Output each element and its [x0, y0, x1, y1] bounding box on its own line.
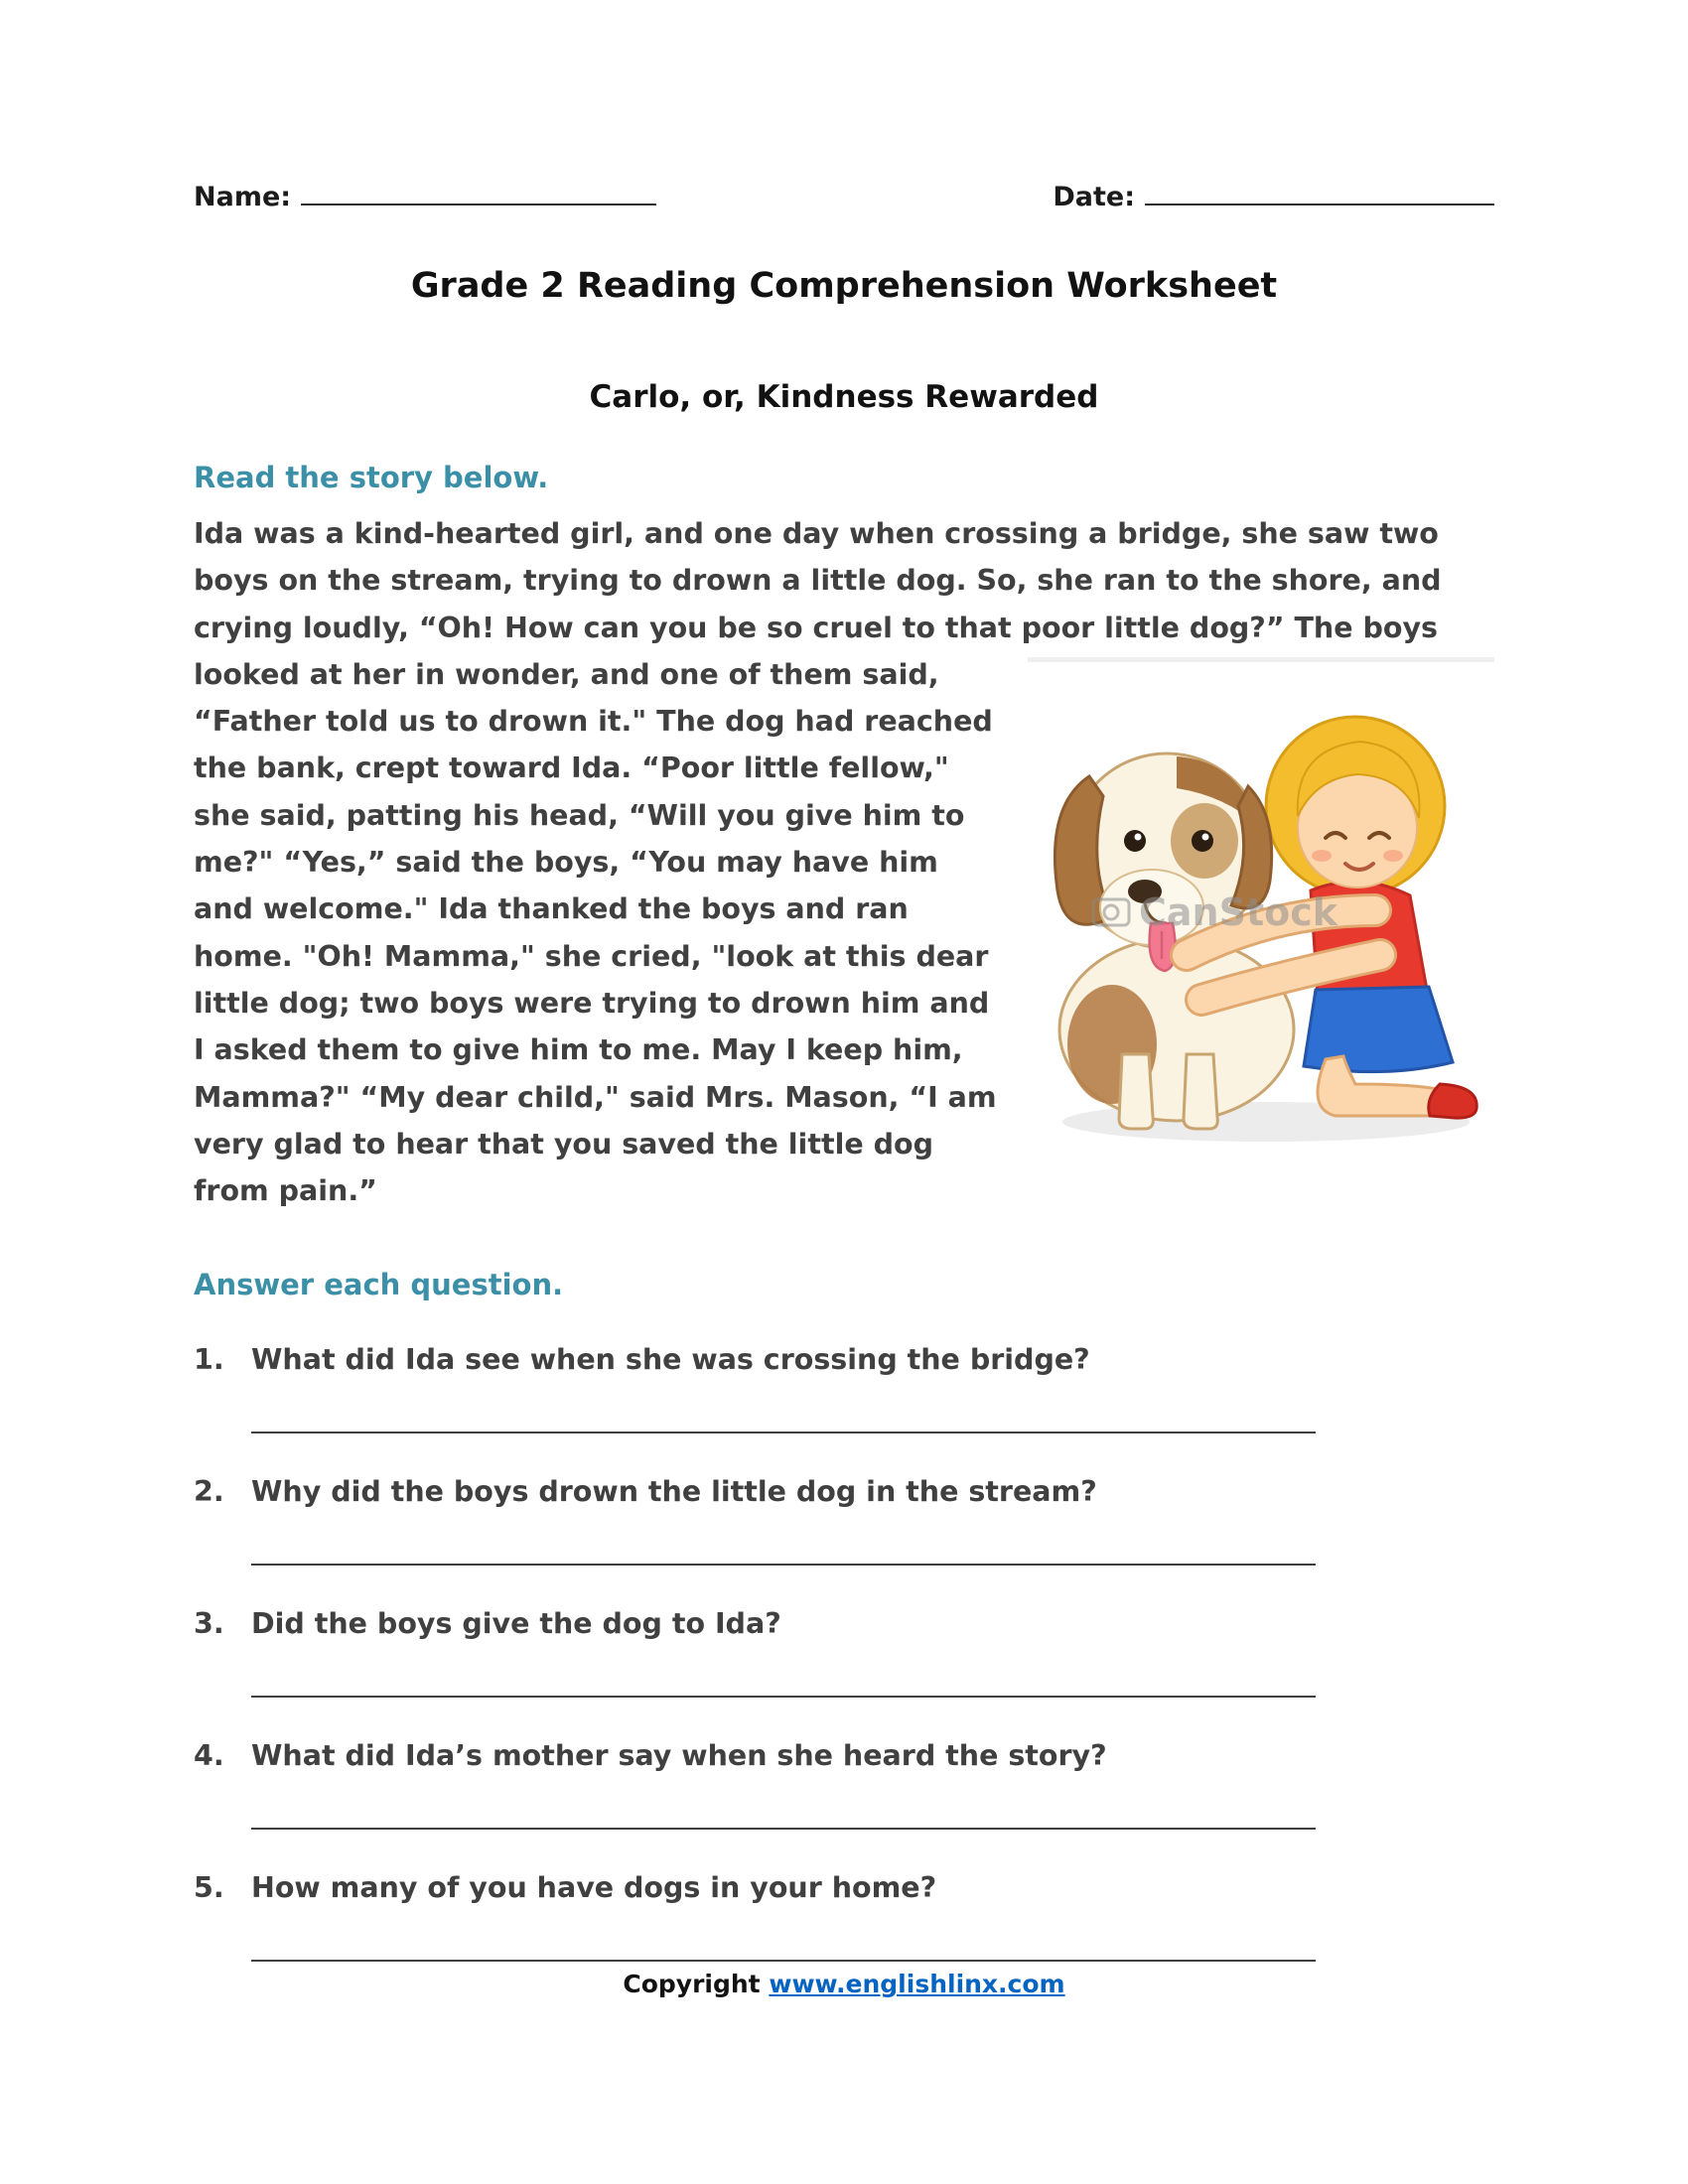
- footer: [194, 1970, 1494, 1998]
- story-block: [194, 510, 1494, 1214]
- question-2: [194, 1475, 1494, 1508]
- date-label: Date:: [1053, 182, 1135, 212]
- question-4-text: What did Ida’s mother say when she heard the story?: [251, 1739, 1107, 1773]
- girl-face: [1298, 742, 1420, 887]
- question-4: [194, 1739, 1494, 1772]
- question-5-text: How many of you have dogs in your home?: [251, 1871, 937, 1905]
- question-1-number: 1.: [194, 1343, 224, 1377]
- answer-line-2: [251, 1564, 1316, 1566]
- question-1-text: What did Ida see when she was crossing the bridge?: [251, 1343, 1090, 1377]
- answer-line-1: [251, 1432, 1316, 1433]
- watermark-text: CanStock: [1139, 889, 1338, 934]
- date-group: [1053, 179, 1494, 212]
- question-1: [194, 1343, 1494, 1376]
- read-story-heading: Read the story below.: [194, 461, 549, 494]
- name-label: Name:: [194, 182, 292, 212]
- name-group: [194, 179, 656, 212]
- question-5: [194, 1871, 1494, 1904]
- question-3-text: Did the boys give the dog to Ida?: [251, 1607, 781, 1641]
- name-blank-line: [301, 179, 656, 205]
- question-2-number: 2.: [194, 1475, 224, 1509]
- page-title: Grade 2 Reading Comprehension Worksheet: [410, 266, 1278, 306]
- story-part1: Ida was a kind-hearted girl, and one day when crossing a bridge, she saw two boys on the stream, trying to drown a little dog. So, she ran to the shore, and crying loudly, “Oh! How can you be so cruel to that poor little dog?” The boys: [194, 517, 1442, 644]
- name-date-row: [194, 179, 1494, 212]
- question-2-text: Why did the boys drown the little dog in the stream?: [251, 1475, 1097, 1509]
- answer-line-4: [251, 1828, 1316, 1830]
- question-4-number: 4.: [194, 1739, 224, 1773]
- answer-line-3: [251, 1696, 1316, 1698]
- girl-hugging-dog-illustration: [1028, 657, 1494, 1154]
- answer-questions-heading: Answer each question.: [194, 1268, 564, 1302]
- date-blank-line: [1145, 179, 1494, 205]
- question-3: [194, 1607, 1494, 1640]
- answer-line-5: [251, 1960, 1316, 1962]
- englishlinx-link[interactable]: www.englishlinx.com: [769, 1970, 1065, 1999]
- question-3-number: 3.: [194, 1607, 224, 1641]
- story-part2: looked at her in wonder, and one of them said, “Father told us to drown it." The dog had reached the bank, crept toward Ida. “Poor little fellow," she said, patting his head, “Will you give him to me?" “Yes,” said the boys, “You may have him and welcome." Ida thanked the boys and ran home. "Oh! Mamma," she cried, "look at this dear little dog; two boys were trying to drown him and I asked them to give him to me. May I keep him, Mamma?" “My dear child," said Mrs. Mason, “I am very glad to hear that you saved the little dog from pain.”: [194, 657, 997, 1208]
- copyright-label: Copyright: [623, 1970, 770, 1999]
- story-title: Carlo, or, Kindness Rewarded: [589, 379, 1099, 415]
- question-5-number: 5.: [194, 1871, 224, 1905]
